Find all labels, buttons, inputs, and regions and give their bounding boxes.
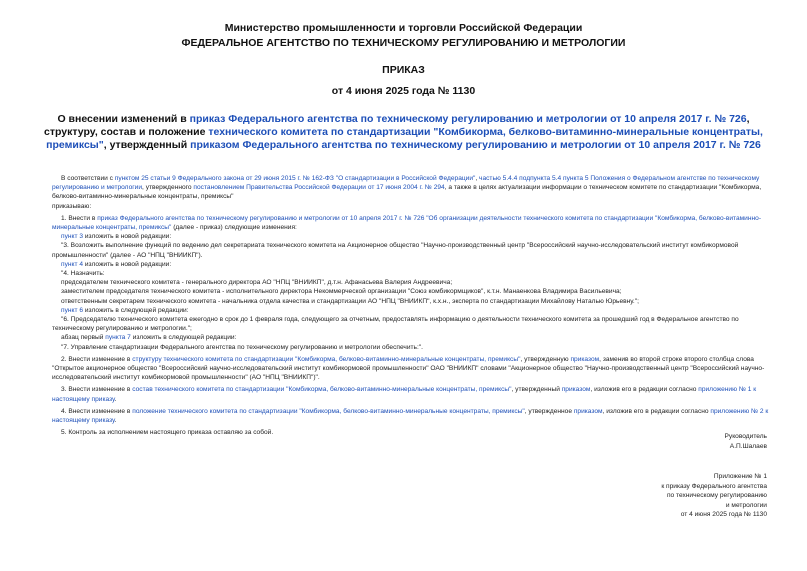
clause-3: [52, 232, 770, 241]
item4-order-link[interactable]: приказом: [573, 407, 603, 415]
text: .: [114, 417, 117, 425]
item-2: [52, 355, 770, 383]
clause-4-quote-4: ответственным секретарем технического комитета - начальника отдела качества и стандартизации АО "НПЦ "ВНИИКП", к.х.н., эксперта по стандартизации Михайлову Наталью Юрьевну.";: [61, 297, 639, 305]
text: 1. Внести в: [61, 214, 98, 222]
order-726-link-2[interactable]: приказом Федерального агентства по техническому регулированию и метрологии от 10 апреля 2017 г. № 726: [190, 139, 761, 151]
text: ,: [475, 175, 480, 182]
text: , изложив его в редакции согласно: [602, 407, 711, 415]
clause-6-quote: "6. Председателю технического комитета ежегодно в срок до 1 февраля года, следующего за отчетным, предоставлять информацию о деятельности технического комитета за прошедший год в Федеральное агентство по техническому регулированию и метрологии.";: [52, 316, 739, 333]
text: , утвержденную: [520, 355, 571, 363]
item-3: [52, 385, 770, 403]
appendix-1-link[interactable]: приложению № 1 к настоящему приказу: [52, 386, 757, 403]
ministry-name: Министерство промышленности и торговли Российской Федерации: [224, 22, 583, 34]
signature-block: [725, 432, 767, 451]
text: , утвержденного: [142, 184, 194, 192]
title-text: , утвержденный: [103, 139, 191, 151]
clause-4: [52, 260, 770, 269]
appendix-line: и метрологии: [725, 501, 767, 509]
clause-4-quote-1: "4. Назначить:: [61, 270, 105, 278]
text: изложить в следующей редакции:: [130, 334, 237, 342]
text: 4. Внести изменение в: [61, 407, 133, 415]
text: изложить в новой редакции:: [83, 233, 172, 241]
item3-order-link[interactable]: приказом: [561, 386, 591, 394]
clause-4-link[interactable]: пункт 4: [61, 260, 83, 268]
clause-7-quote: "7. Управление стандартизации Федерального агентства по техническому регулированию и метрологии обеспечить:".: [61, 343, 423, 351]
clause-4-quote-2: председателем технического комитета - генерального директора АО "НПЦ "ВНИИКП", д.т.н. Афанасьева Валерия Андреевича;: [61, 279, 453, 287]
clause-7: [52, 333, 770, 342]
document-date: от 4 июня 2025 года № 1130: [331, 85, 476, 97]
text: , утвержденное: [524, 407, 574, 415]
title-text: О внесении изменений в: [57, 113, 190, 125]
clause-6: [52, 306, 770, 315]
signatory-name: А.П.Шалаев: [729, 442, 767, 450]
structure-link[interactable]: структуру технического комитета по стандартизации "Комбикорма, белково-витаминно-минеральные концентраты, премиксы": [132, 355, 521, 363]
text: 3. Внести изменение в: [61, 386, 133, 394]
text: , заменив во второй строке второго столбца слова "Открытое акционерное общество "Всероссийский научно-исследовательский институт комбикормовой промышленности" ОАО "ВНИИКП" словами "Акционерное общество "Научно-производственный центр "Всероссийский научно-исследовательский институт комбикормовой промышленности" (АО "НПЦ "ВНИИКП")".: [52, 355, 765, 382]
text: (далее - приказ) следующие изменения:: [171, 224, 297, 232]
appendix-line: к приказу Федерального агентства: [661, 482, 767, 490]
clause-3-quote: "3. Возложить выполнение функций по ведению дел секретариата технического комитета на Акционерное общество "Научно-производственный центр "Всероссийский научно-исследовательский институт комбикормовой промышленности" (далее - АО "НПЦ "ВНИИКП").: [52, 242, 739, 259]
resolution-294-link[interactable]: постановлением Правительства Российской Федерации от 17 июня 2004 г. № 294: [193, 184, 445, 192]
signatory-role: Руководитель: [724, 433, 767, 440]
text: абзац первый: [61, 334, 106, 342]
text: , утвержденный: [511, 386, 562, 394]
text: , а также в целях актуализации информации о техническом комитете по стандартизации "Комбикорма, белково-витаминно-минеральные концентраты, премиксы": [52, 184, 762, 201]
text: 2. Внести изменение в: [61, 355, 133, 363]
clause-6-link[interactable]: пункт 6: [61, 306, 83, 314]
appendix-block: [661, 472, 767, 520]
item-1: [52, 214, 770, 232]
orders-line: приказываю:: [52, 202, 92, 210]
regulation-link[interactable]: частью 5.4.4 подпункта 5.4 пункта 5 Положения о Федеральном агентстве по техническому регулированию и метрологии: [52, 175, 760, 192]
clause-3-link[interactable]: пункт 3: [61, 233, 83, 241]
appendix-line: от 4 июня 2025 года № 1130: [680, 511, 767, 519]
clause-7-link[interactable]: пункта 7: [105, 334, 131, 342]
committee-link[interactable]: технического комитета по стандартизации "Комбикорма, белково-витаминно-минеральные концентраты, премиксы": [46, 126, 763, 151]
document-title: [40, 113, 767, 152]
text: В соответствии с: [61, 175, 115, 182]
text: , изложив его в редакции согласно: [590, 386, 699, 394]
document-body: [52, 174, 770, 437]
item-5: 5. Контроль за исполнением настоящего приказа оставляю за собой.: [61, 429, 274, 437]
text: изложить в следующей редакции:: [83, 306, 189, 314]
law-162-link[interactable]: пунктом 25 статьи 9 Федерального закона от 29 июня 2015 г. № 162-ФЗ "О стандартизации в Российской Федерации": [114, 175, 476, 182]
item1-order-link[interactable]: приказ Федерального агентства по техническому регулированию и метрологии от 10 апреля 2017 г. № 726 "Об организации деятельности технического комитета по стандартизации "Комбикорма, белково-витаминно-минеральные концентраты, премиксы": [52, 214, 762, 232]
order-726-link[interactable]: приказ Федерального агентства по техническому регулированию и метрологии от 10 апреля 2017 г. № 726: [189, 113, 747, 125]
appendix-title: Приложение № 1: [713, 473, 767, 480]
agency-name: ФЕДЕРАЛЬНОЕ АГЕНТСТВО ПО ТЕХНИЧЕСКОМУ РЕГУЛИРОВАНИЮ И МЕТРОЛОГИИ: [181, 37, 626, 49]
appendix-2-link[interactable]: приложению № 2 к настоящему приказу: [52, 407, 769, 425]
provision-link[interactable]: положение технического комитета по стандартизации "Комбикорма, белково-витаминно-минеральные концентраты, премиксы": [132, 407, 525, 415]
preamble: [52, 174, 770, 202]
appendix-line: по техническому регулированию: [666, 492, 767, 500]
document-type: ПРИКАЗ: [382, 64, 425, 76]
item2-order-link[interactable]: приказом: [570, 355, 600, 363]
clause-4-quote-3: заместителем председателя технического комитета - исполнительного директора Некоммерческой организации "Союз комбикормщиков", к.т.н. Манаенкова Владимира Васильевича;: [61, 288, 622, 296]
title-text: , структуру, состав и положение: [44, 113, 750, 138]
composition-link[interactable]: состав технического комитета по стандартизации "Комбикорма, белково-витаминно-минеральные концентраты, премиксы": [132, 386, 512, 394]
item-4: [52, 407, 770, 425]
text: .: [114, 395, 117, 403]
text: изложить в новой редакции:: [83, 260, 172, 268]
